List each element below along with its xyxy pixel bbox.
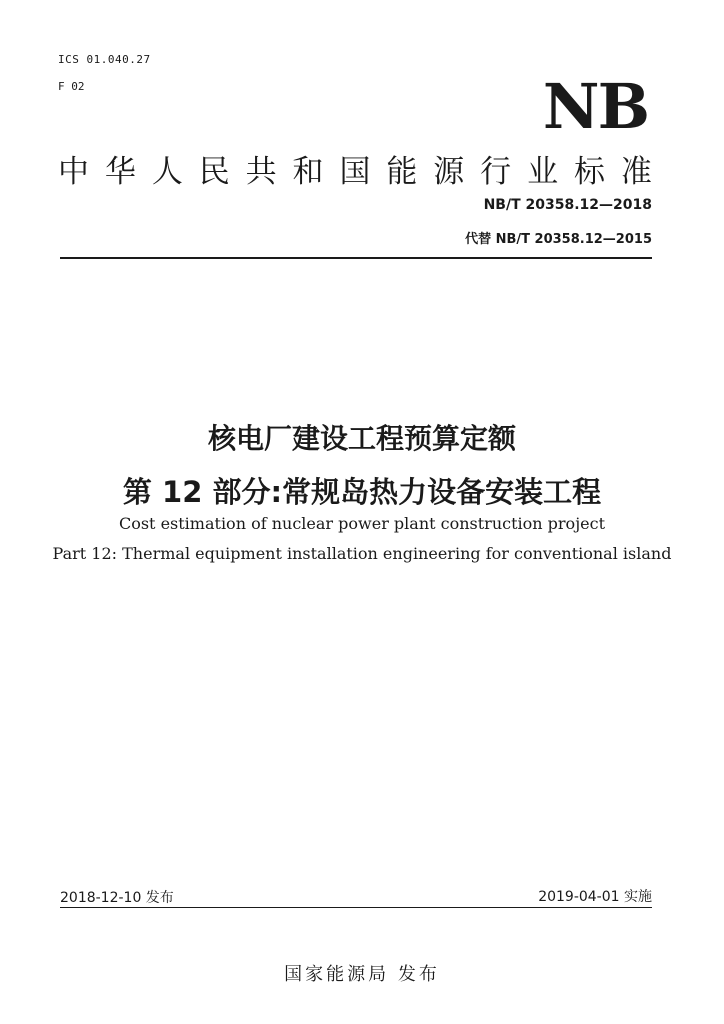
standard-title-char: 共 xyxy=(245,154,277,190)
replaces-standard: 代替 NB/T 20358.12—2015 xyxy=(465,232,652,247)
standard-title-char: 业 xyxy=(527,154,559,190)
header-divider xyxy=(60,257,652,259)
nb-logo: NB xyxy=(542,70,648,143)
standard-title-char: 行 xyxy=(480,154,512,190)
ics-code: ICS 01.040.27 xyxy=(58,53,151,66)
ccs-code: F 02 xyxy=(58,80,85,93)
publisher: 国家能源局 发布 xyxy=(284,964,440,985)
footer-divider xyxy=(60,907,652,908)
implementation-date: 2019-04-01 实施 xyxy=(538,889,652,905)
issue-date: 2018-12-10 发布 xyxy=(60,890,174,906)
standard-title-char: 准 xyxy=(620,154,652,190)
standard-title-char: 和 xyxy=(292,154,324,190)
standard-number: NB/T 20358.12—2018 xyxy=(483,197,652,213)
title-en-line1: Cost estimation of nuclear power plant construction project xyxy=(118,514,606,533)
standard-title-char: 民 xyxy=(198,154,230,190)
standard-title-char: 国 xyxy=(339,154,371,190)
title-cn-line1: 核电厂建设工程预算定额 xyxy=(207,422,516,455)
standard-title-char: 华 xyxy=(104,154,136,190)
standard-title-char: 能 xyxy=(386,154,418,190)
title-cn-line2: 第 12 部分:常规岛热力设备安装工程 xyxy=(122,475,602,509)
standard-title-char: 中 xyxy=(58,154,89,190)
title-en-line2: Part 12: Thermal equipment installation engineering for conventional island xyxy=(52,544,672,563)
standard-category-title xyxy=(58,155,652,189)
standard-title-char: 标 xyxy=(573,154,605,190)
standard-title-char: 人 xyxy=(151,154,183,190)
standard-title-char: 源 xyxy=(433,154,465,190)
